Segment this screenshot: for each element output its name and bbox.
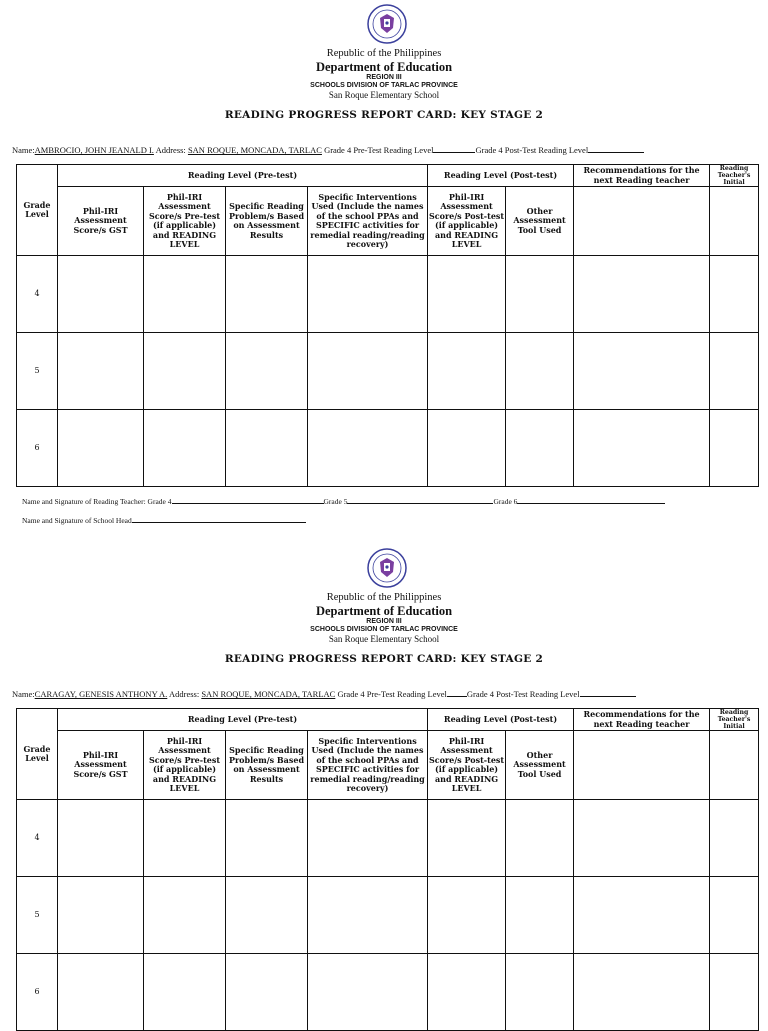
table-cell[interactable]: [506, 954, 574, 1031]
table-cell[interactable]: [574, 954, 710, 1031]
republic-label: Republic of the Philippines: [326, 48, 442, 59]
table-cell[interactable]: [574, 410, 710, 487]
grade-cell: 5: [17, 877, 58, 954]
table-cell[interactable]: [58, 333, 144, 410]
table-cell[interactable]: [710, 731, 759, 800]
grade5-label: Grade 5: [323, 497, 348, 506]
table-cell[interactable]: [226, 256, 308, 333]
table-cell[interactable]: [710, 410, 759, 487]
other-tool-header: Other Assessment Tool Used: [506, 731, 574, 800]
table-cell[interactable]: [308, 800, 428, 877]
name-label: Name:: [12, 689, 35, 699]
department-label: Department of Education: [315, 60, 453, 74]
table-cell[interactable]: [226, 333, 308, 410]
table-cell[interactable]: [428, 256, 506, 333]
table-row: [17, 877, 759, 954]
teacher-signature-label: Name and Signature of Reading Teacher: Grade 4: [22, 497, 172, 506]
grade-cell: 6: [17, 954, 58, 1031]
address-label: Address:: [155, 145, 186, 155]
post-test-group-header: Reading Level (Post-test): [428, 709, 574, 731]
table-cell[interactable]: [574, 877, 710, 954]
table-row: [17, 333, 759, 410]
reading-progress-table: [16, 164, 759, 487]
grade-cell: 6: [17, 410, 58, 487]
table-cell[interactable]: [308, 256, 428, 333]
grade4-signature-blank[interactable]: [172, 495, 324, 504]
interventions-header: Specific Interventions Used (Include the names of the school PPAs and SPECIFIC activities for remedial reading/reading recovery): [308, 731, 428, 800]
table-cell[interactable]: [710, 800, 759, 877]
table-row: [17, 954, 759, 1031]
region-label: REGION III: [366, 74, 402, 81]
pre-test-group-header: Reading Level (Pre-test): [58, 709, 428, 731]
deped-seal-icon: [367, 4, 407, 44]
school-label: San Roque Elementary School: [328, 90, 440, 100]
phil-iri-post-header: Phil-IRI Assessment Score/s Post-test (if applicable) and READING LEVEL: [428, 731, 506, 800]
republic-label: Republic of the Philippines: [326, 592, 442, 603]
table-cell[interactable]: [226, 954, 308, 1031]
student-name[interactable]: AMBROCIO, JOHN JEANALD I.: [34, 145, 154, 155]
pre-test-blank[interactable]: [447, 688, 467, 697]
table-cell[interactable]: [308, 333, 428, 410]
table-cell[interactable]: [144, 410, 226, 487]
school-label: San Roque Elementary School: [328, 634, 440, 644]
head-signature-label: Name and Signature of School Head: [22, 516, 132, 525]
grade-cell: 5: [17, 333, 58, 410]
table-cell[interactable]: [428, 410, 506, 487]
post-test-blank[interactable]: [588, 144, 644, 153]
student-info-line: [12, 144, 644, 155]
reading-progress-table: [16, 708, 759, 1031]
address-label: Address:: [168, 689, 200, 699]
head-signature-line: [22, 514, 306, 525]
head-signature-blank[interactable]: [132, 514, 306, 523]
phil-iri-pre-header: Phil-IRI Assessment Score/s Pre-test (if applicable) and READING LEVEL: [144, 187, 226, 256]
student-address[interactable]: SAN ROQUE, MONCADA, TARLAC: [187, 145, 322, 155]
deped-seal-icon: [367, 548, 407, 588]
table-cell[interactable]: [428, 333, 506, 410]
post-test-label: Grade 4 Post-Test Reading Level: [466, 689, 580, 699]
table-cell[interactable]: [506, 256, 574, 333]
table-cell[interactable]: [144, 800, 226, 877]
table-cell[interactable]: [226, 877, 308, 954]
table-cell[interactable]: [144, 954, 226, 1031]
recommendations-header: Recommendations for the next Reading teacher: [574, 165, 710, 187]
phil-iri-pre-header: Phil-IRI Assessment Score/s Pre-test (if applicable) and READING LEVEL: [144, 731, 226, 800]
table-cell[interactable]: [574, 256, 710, 333]
grade-cell: 4: [17, 800, 58, 877]
table-cell[interactable]: [428, 877, 506, 954]
student-info-line: [12, 688, 636, 699]
name-label: Name:: [12, 145, 35, 155]
table-cell[interactable]: [58, 256, 144, 333]
teacher-signature-line: [22, 495, 665, 506]
table-row: [17, 410, 759, 487]
grade5-signature-blank[interactable]: [347, 495, 493, 504]
post-test-label: Grade 4 Post-Test Reading Level: [475, 145, 589, 155]
table-cell[interactable]: [308, 410, 428, 487]
table-cell[interactable]: [506, 877, 574, 954]
grade6-signature-blank[interactable]: [517, 495, 665, 504]
table-cell[interactable]: [428, 800, 506, 877]
pre-test-label: Grade 4 Pre-Test Reading Level: [337, 689, 447, 699]
interventions-header: Specific Interventions Used (Include the names of the school PPAs and SPECIFIC activities for remedial reading/reading recovery): [308, 187, 428, 256]
table-cell[interactable]: [308, 877, 428, 954]
table-cell[interactable]: [58, 877, 144, 954]
division-label: SCHOOLS DIVISION OF TARLAC PROVINCE: [310, 82, 458, 89]
table-cell[interactable]: [58, 800, 144, 877]
grade-level-header: Grade Level: [17, 165, 58, 256]
phil-iri-gst-header: Phil-IRI Assessment Score/s GST: [58, 731, 144, 800]
region-label: REGION III: [366, 618, 402, 625]
teacher-initial-header: Reading Teacher's Initial: [710, 165, 759, 187]
table-row: [17, 800, 759, 877]
table-row: [17, 256, 759, 333]
specific-problems-header: Specific Reading Problem/s Based on Assessment Results: [226, 731, 308, 800]
specific-problems-header: Specific Reading Problem/s Based on Assessment Results: [226, 187, 308, 256]
table-cell[interactable]: [710, 954, 759, 1031]
grade6-label: Grade 6: [493, 497, 518, 506]
table-cell[interactable]: [144, 877, 226, 954]
table-cell[interactable]: [506, 333, 574, 410]
report-card-2: [0, 548, 768, 1024]
table-cell[interactable]: [710, 333, 759, 410]
table-cell[interactable]: [308, 954, 428, 1031]
card-title: READING PROGRESS REPORT CARD: KEY STAGE 2: [224, 653, 544, 665]
table-cell[interactable]: [58, 954, 144, 1031]
grade-cell: 4: [17, 256, 58, 333]
report-card-1: [0, 4, 768, 524]
card-title: READING PROGRESS REPORT CARD: KEY STAGE 2: [224, 109, 544, 121]
grade-level-header: Grade Level: [17, 709, 58, 800]
table-cell[interactable]: [226, 410, 308, 487]
table-cell[interactable]: [428, 954, 506, 1031]
division-label: SCHOOLS DIVISION OF TARLAC PROVINCE: [310, 626, 458, 633]
table-cell[interactable]: [710, 877, 759, 954]
table-cell[interactable]: [144, 333, 226, 410]
student-address[interactable]: SAN ROQUE, MONCADA, TARLAC: [201, 689, 336, 699]
post-test-blank[interactable]: [580, 688, 636, 697]
other-tool-header: Other Assessment Tool Used: [506, 187, 574, 256]
recommendations-header: Recommendations for the next Reading teacher: [574, 709, 710, 731]
table-cell[interactable]: [144, 256, 226, 333]
department-label: Department of Education: [315, 604, 453, 618]
table-cell[interactable]: [574, 731, 710, 800]
pre-test-group-header: Reading Level (Pre-test): [58, 165, 428, 187]
phil-iri-post-header: Phil-IRI Assessment Score/s Post-test (if applicable) and READING LEVEL: [428, 187, 506, 256]
table-cell[interactable]: [506, 800, 574, 877]
post-test-group-header: Reading Level (Post-test): [428, 165, 574, 187]
table-cell[interactable]: [574, 800, 710, 877]
phil-iri-gst-header: Phil-IRI Assessment Score/s GST: [58, 187, 144, 256]
table-cell[interactable]: [574, 333, 710, 410]
student-name[interactable]: CARAGAY, GENESIS ANTHONY A.: [34, 689, 168, 699]
table-cell[interactable]: [58, 410, 144, 487]
table-cell[interactable]: [226, 800, 308, 877]
pre-test-blank[interactable]: [433, 144, 475, 153]
table-cell[interactable]: [710, 187, 759, 256]
table-cell[interactable]: [506, 410, 574, 487]
table-cell[interactable]: [710, 256, 759, 333]
teacher-initial-header: Reading Teacher's Initial: [710, 709, 759, 731]
table-cell[interactable]: [574, 187, 710, 256]
pre-test-label: Grade 4 Pre-Test Reading Level: [324, 145, 434, 155]
